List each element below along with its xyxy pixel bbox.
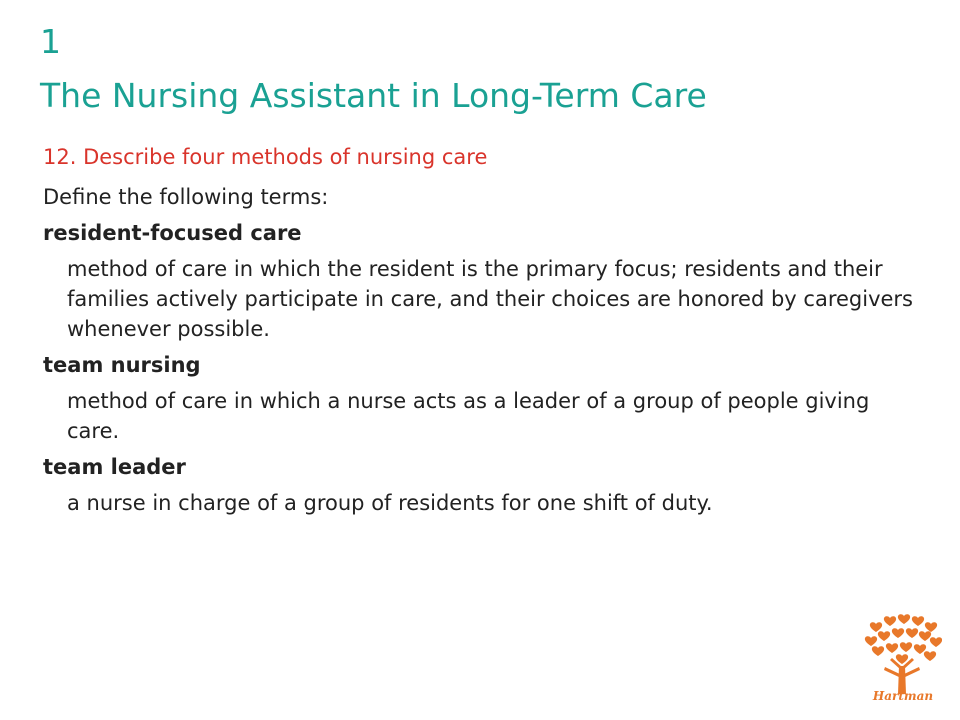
chapter-title: The Nursing Assistant in Long-Term Care	[40, 76, 707, 115]
chapter-number: 1	[40, 22, 61, 61]
definition-team-leader: a nurse in charge of a group of residents for one shift of duty.	[67, 491, 713, 515]
slide-body	[43, 182, 923, 524]
definition-team-nursing: method of care in which a nurse acts as a leader of a group of people giving care.	[67, 389, 870, 443]
term-team-leader: team leader	[43, 455, 186, 479]
learning-objective: 12. Describe four methods of nursing care	[43, 145, 488, 169]
definition-resident-focused-care: method of care in which the resident is the primary focus; residents and their families actively participate in care, and their choices are honored by caregivers whenever possible.	[67, 257, 913, 341]
term-team-nursing: team nursing	[43, 353, 201, 377]
logo-wordmark: Hartman	[872, 689, 934, 703]
term-resident-focused-care: resident-focused care	[43, 221, 302, 245]
intro-text: Define the following terms:	[43, 185, 329, 209]
